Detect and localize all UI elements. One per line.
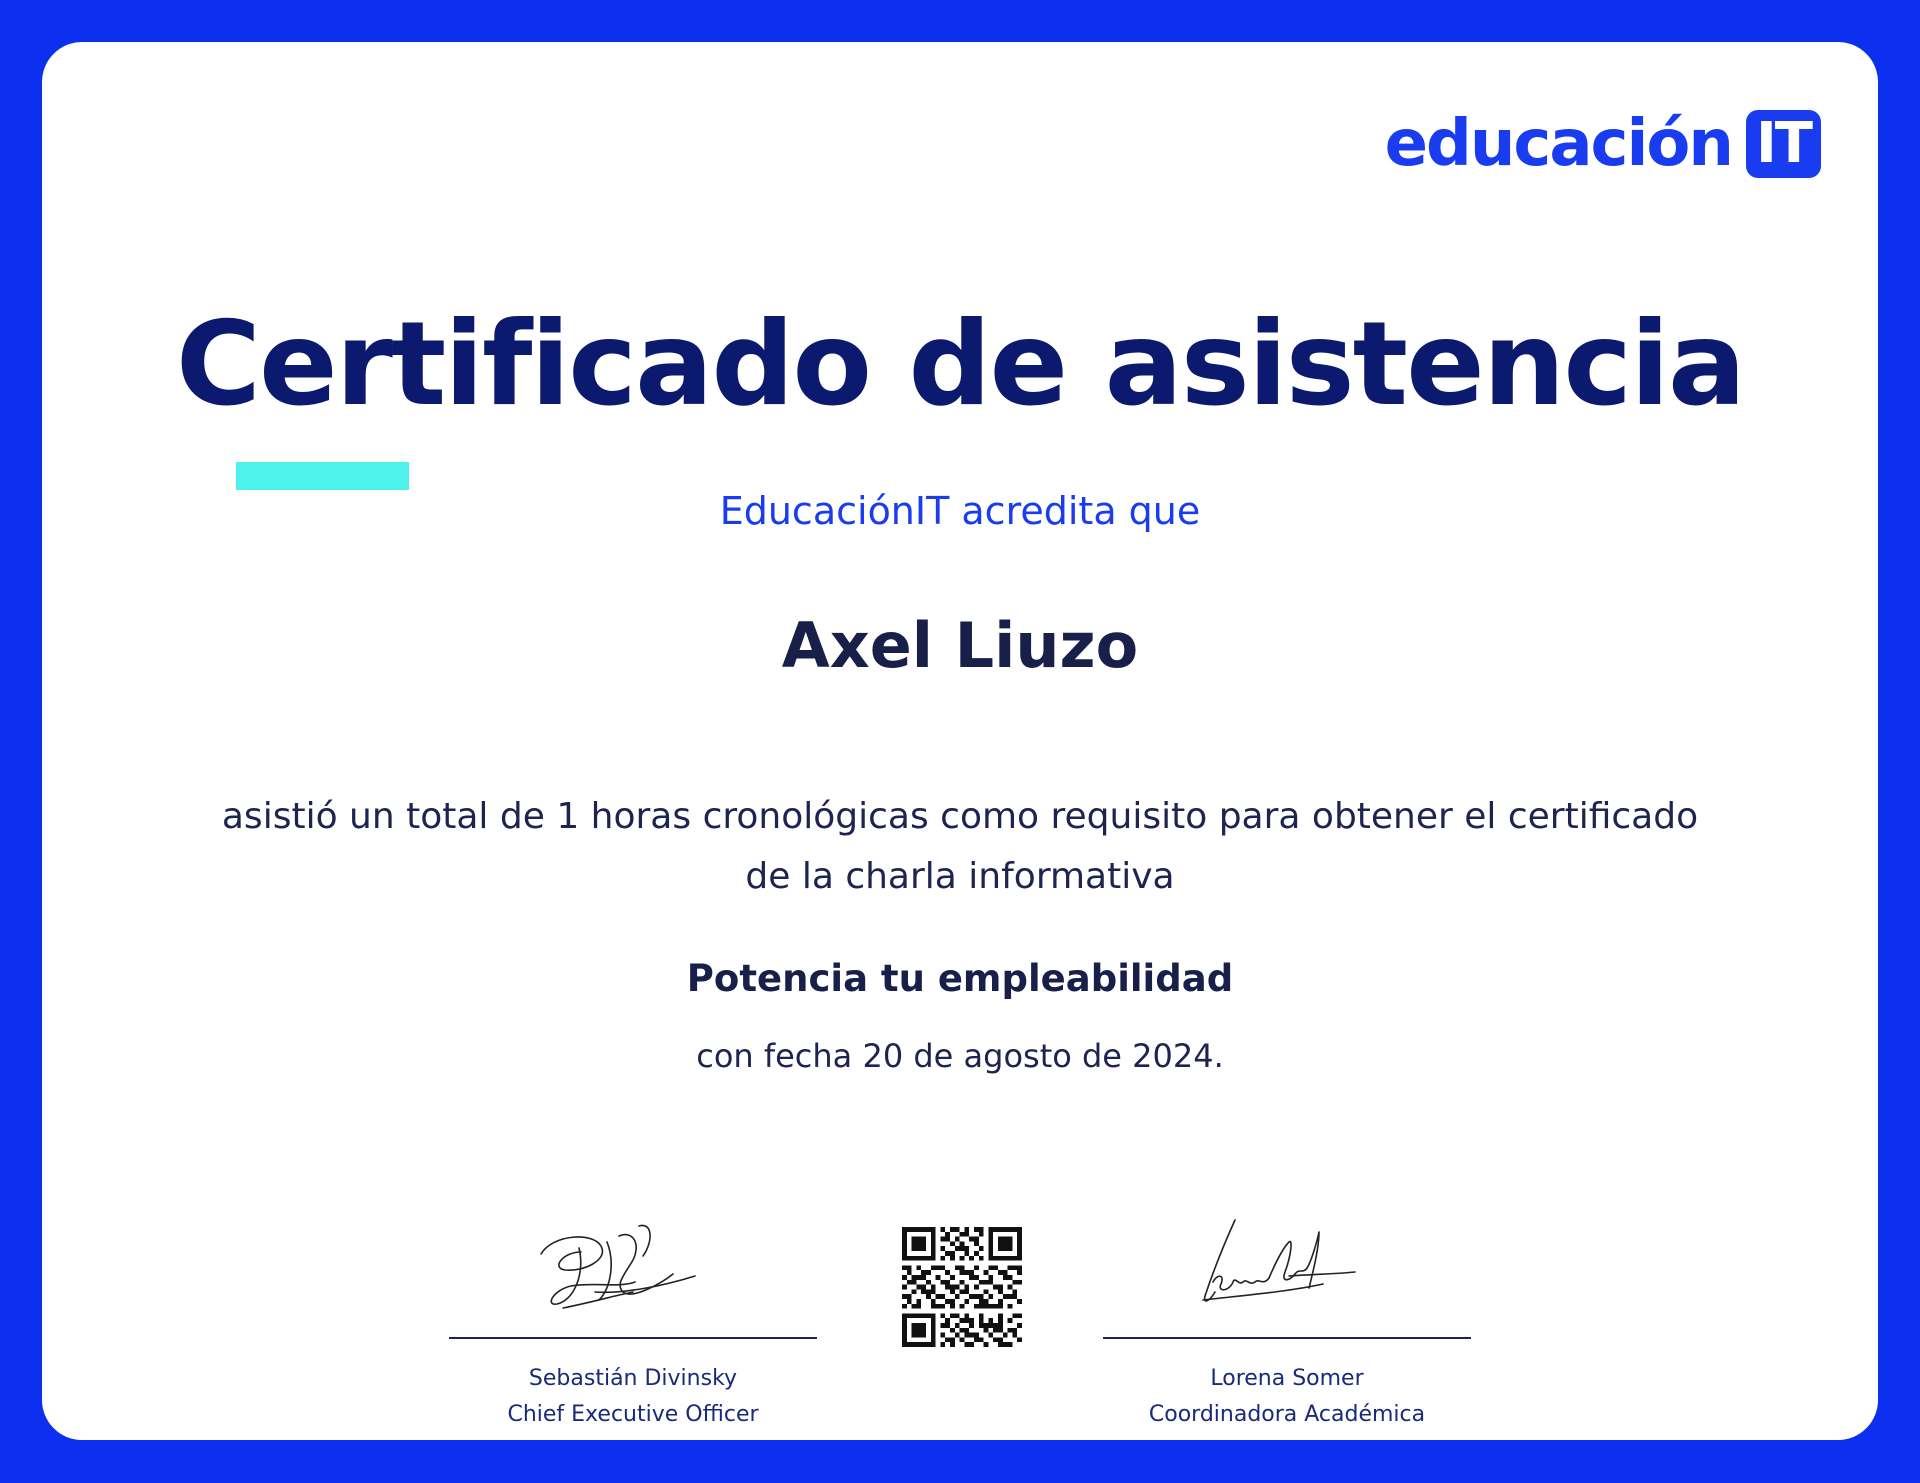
certificate-date: con fecha 20 de agosto de 2024. xyxy=(696,1037,1224,1075)
course-name: Potencia tu empleabilidad xyxy=(686,957,1234,1000)
certificate-subtitle: EducaciónIT acredita que xyxy=(719,489,1201,533)
body-line-2: de la charla informativa xyxy=(745,856,1175,897)
certificate-body xyxy=(202,787,1718,907)
signature-block-coordinator xyxy=(1103,1212,1471,1433)
signature-line-coordinator xyxy=(1103,1337,1471,1339)
accent-bar xyxy=(236,462,409,490)
signature-coordinator-drawing xyxy=(1177,1212,1397,1327)
signature-line-ceo xyxy=(449,1337,817,1339)
body-line-1: asistió un total de 1 horas cronológicas como requisito para obtener el certificado xyxy=(221,796,1699,837)
logo-wordmark: educación xyxy=(1384,107,1732,181)
signature-block-ceo xyxy=(449,1212,817,1433)
signer-name-ceo: Sebastián Divinsky xyxy=(528,1366,738,1391)
signer-name-coordinator: Lorena Somer xyxy=(1210,1366,1364,1391)
recipient-name: Axel Liuzo xyxy=(781,609,1139,682)
signer-role-ceo: Chief Executive Officer xyxy=(507,1402,759,1427)
signature-ceo-drawing xyxy=(523,1212,743,1327)
qr-code-icon xyxy=(902,1227,1022,1347)
signer-role-coordinator: Coordinadora Académica xyxy=(1148,1402,1426,1427)
logo-badge: IT xyxy=(1746,110,1821,178)
certificate-title: Certificado de asistencia xyxy=(175,297,1745,432)
certificate-card xyxy=(42,42,1878,1440)
educacionit-logo xyxy=(1384,107,1821,181)
